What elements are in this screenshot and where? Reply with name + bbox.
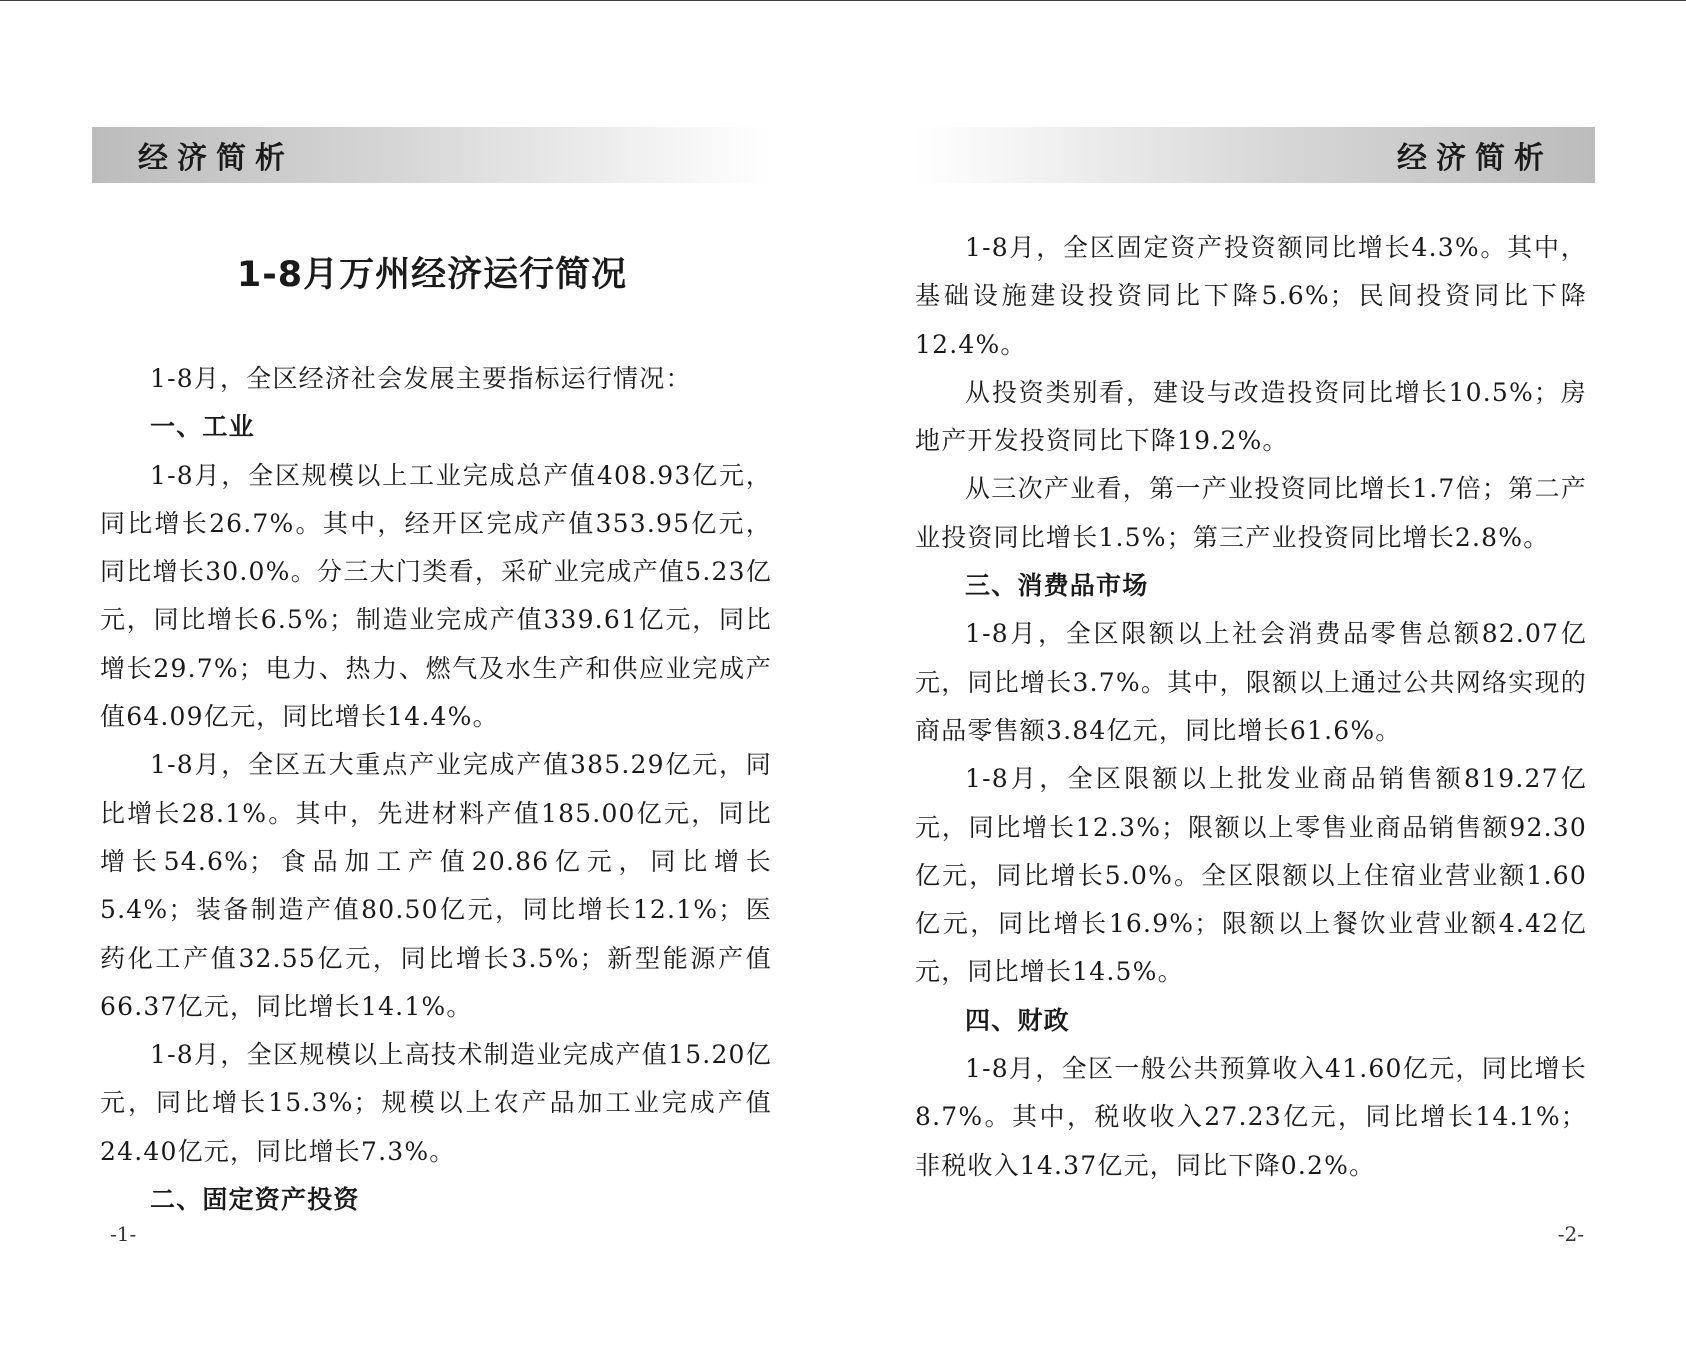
- page-number: -1-: [110, 1222, 137, 1246]
- paragraph-retail-sales: 1-8月，全区限额以上社会消费品零售总额82.07亿元，同比增长3.7%。其中，限额以上通过公共网络实现的商品零售额3.84亿元，同比增长61.6%。: [915, 619, 1587, 745]
- section-header-title: 经济简析: [138, 141, 294, 176]
- section-header-band: [92, 127, 772, 183]
- paragraph-wholesale-sales: 1-8月，全区限额以上批发业商品销售额819.27亿元，同比增长12.3%；限额以上零售业商品销售额92.30亿元，同比增长5.0%。全区限额以上住宿业营业额1.60亿元，同比增长16.9%；限额以上餐饮业营业额4.42亿元，同比增长14.5%。: [915, 764, 1587, 987]
- right-page: [843, 0, 1686, 1353]
- heading-finance: 四、财政: [965, 1005, 1070, 1035]
- left-page-body: [100, 355, 772, 1224]
- paragraph-public-budget: 1-8月，全区一般公共预算收入41.60亿元，同比增长8.7%。其中，税收收入27.23亿元，同比增长14.1%；非税收入14.37亿元，同比下降0.2%。: [915, 1054, 1587, 1180]
- paragraph-high-tech: 1-8月，全区规模以上高技术制造业完成产值15.20亿元，同比增长15.3%；规模以上农产品加工业完成产值24.40亿元，同比增长7.3%。: [100, 1040, 772, 1166]
- right-page-body: [915, 224, 1587, 1190]
- heading-industry: 一、工业: [150, 412, 255, 442]
- paragraph-investment-sector: 从三次产业看，第一产业投资同比增长1.7倍；第二产业投资同比增长1.5%；第三产业投资同比增长2.8%。: [915, 474, 1587, 552]
- article-title: 1-8月万州经济运行简况: [236, 255, 628, 295]
- heading-consumer-market: 三、消费品市场: [965, 571, 1149, 601]
- section-header-title: 经济简析: [1397, 141, 1553, 176]
- section-header-band: [915, 127, 1595, 183]
- intro-paragraph: 1-8月，全区经济社会发展主要指标运行情况：: [150, 364, 692, 393]
- paragraph-key-industries: 1-8月，全区五大重点产业完成产值385.29亿元，同比增长28.1%。其中，先进材料产值185.00亿元，同比增长54.6%；食品加工产值20.86亿元，同比增长5.4%；装备制造产值80.50亿元，同比增长12.1%；医药化工产值32.55亿元，同比增长3.5%；新型能源产值66.37亿元，同比增长14.1%。: [100, 750, 772, 1021]
- paragraph-industry-output: 1-8月，全区规模以上工业完成总产值408.93亿元，同比增长26.7%。其中，经开区完成产值353.95亿元，同比增长30.0%。分三大门类看，采矿业完成产值5.23亿元，同比增长6.5%；制造业完成产值339.61亿元，同比增长29.7%；电力、热力、燃气及水生产和供应业完成产值64.09亿元，同比增长14.4%。: [100, 460, 772, 732]
- heading-fixed-asset-investment: 二、固定资产投资: [150, 1185, 360, 1215]
- paragraph-investment-total: 1-8月，全区固定资产投资额同比增长4.3%。其中，基础设施建设投资同比下降5.6%；民间投资同比下降12.4%。: [915, 233, 1587, 359]
- paragraph-investment-category: 从投资类别看，建设与改造投资同比增长10.5%；房地产开发投资同比下降19.2%。: [915, 377, 1587, 456]
- page-number: -2-: [1557, 1222, 1584, 1246]
